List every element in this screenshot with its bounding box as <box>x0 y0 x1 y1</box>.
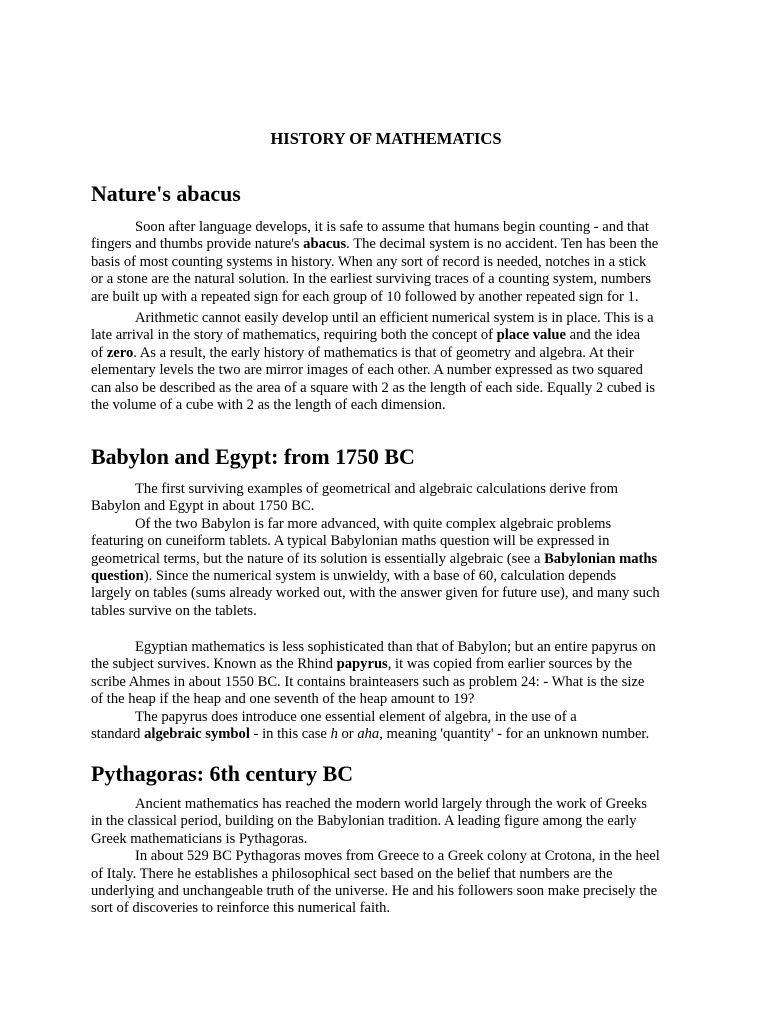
text-run: sort of discoveries to reinforce this numerical faith. <box>91 900 391 917</box>
text-line <box>91 656 681 673</box>
text-run: Soon after language develops, it is safe to assume that humans begin counting - and that <box>135 219 649 235</box>
text-run: In about 529 BC Pythagoras moves from Greece to a Greek colony at Crotona, in the heel <box>135 848 660 865</box>
text-run: - in this case <box>249 725 331 742</box>
text-line <box>91 289 681 306</box>
text-run: or a stone are the natural solution. In the earliest surviving traces of a counting system, numbers <box>91 271 652 288</box>
text-run: Egyptian mathematics is less sophisticated than that of Babylon; but an entire papyrus on <box>135 639 656 655</box>
text-line <box>91 271 681 288</box>
text-run: The papyrus does introduce one essential element of algebra, in the use of a <box>135 708 577 725</box>
text-run: of <box>91 344 107 361</box>
bold-term: question <box>91 567 144 584</box>
text-run: Greek mathematicians is Pythagoras. <box>91 830 308 847</box>
text-run: , it was copied from earlier sources by the <box>387 656 633 673</box>
italic-term: h <box>330 725 338 742</box>
text-run: the volume of a cube with 2 as the length of each dimension. <box>91 396 446 413</box>
paragraph <box>91 310 681 414</box>
bold-term: zero <box>106 344 134 361</box>
text-run: Babylon and Egypt in about 1750 BC. <box>91 498 315 515</box>
section-heading-pythagoras: Pythagoras: 6th century BC <box>91 761 354 786</box>
bold-term: abacus <box>303 236 347 253</box>
text-line <box>91 691 681 708</box>
paragraph <box>91 481 681 620</box>
text-line <box>91 397 681 414</box>
text-run: are built up with a repeated sign for each group of 10 followed by another repeated sign for 1. <box>91 288 639 305</box>
text-run: elementary levels the two are mirror images of each other. A number expressed as two squared <box>91 362 643 379</box>
text-line <box>91 380 681 397</box>
text-run: , meaning 'quantity' - for an unknown number. <box>379 725 650 742</box>
text-line <box>91 551 681 568</box>
text-run: and the idea <box>565 327 641 344</box>
text-run: featuring on cuneiform tablets. A typical Babylonian maths question will be expressed in <box>91 533 610 550</box>
text-line <box>91 236 681 253</box>
text-line <box>91 709 681 726</box>
paragraph <box>91 796 681 918</box>
text-line <box>91 726 681 743</box>
section-heading-natures-abacus: Nature's abacus <box>91 181 241 206</box>
text-line <box>91 866 681 883</box>
text-line <box>91 345 681 362</box>
text-run: of Italy. There he establishes a philosophical sect based on the belief that numbers are the <box>91 865 613 882</box>
text-run: standard <box>91 725 145 742</box>
bold-term: place value <box>496 327 566 344</box>
italic-term: aha <box>357 725 380 742</box>
text-run: basis of most counting systems in history. When any sort of record is needed, notches in a stick <box>91 253 647 270</box>
text-run: tables survive on the tablets. <box>91 602 257 619</box>
text-run: Of the two Babylon is far more advanced, with quite complex algebraic problems <box>135 515 612 532</box>
text-run: Arithmetic cannot easily develop until an efficient numerical system is in place. This is a <box>135 310 654 326</box>
text-line <box>91 603 681 620</box>
text-line <box>91 533 681 550</box>
text-line <box>91 900 681 917</box>
text-run: . As a result, the early history of mathematics is that of geometry and algebra. At their <box>133 344 634 361</box>
text-run: geometrical terms, but the nature of its solution is essentially algebraic (see a <box>91 550 545 567</box>
text-run: late arrival in the story of mathematics, requiring both the concept of <box>91 327 497 344</box>
text-run: can also be described as the area of a square with 2 as the length of each side. Equally 2 cubed is <box>91 379 656 396</box>
text-line <box>91 516 681 533</box>
text-line <box>91 327 681 344</box>
text-run: in the classical period, building on the Babylonian tradition. A leading figure among the early <box>91 813 637 830</box>
text-line <box>91 310 681 327</box>
text-line <box>91 883 681 900</box>
text-run: or <box>337 725 358 742</box>
text-run: ). Since the numerical system is unwieldy, with a base of 60, calculation depends <box>143 567 617 584</box>
text-line <box>91 639 681 656</box>
text-line <box>91 796 681 813</box>
text-run: The first surviving examples of geometrical and algebraic calculations derive from <box>135 481 619 497</box>
text-line <box>91 848 681 865</box>
text-run: of the heap if the heap and one seventh of the heap amount to 19? <box>91 691 475 708</box>
text-line <box>91 481 681 498</box>
text-run: . The decimal system is no accident. Ten has been the <box>346 236 659 253</box>
text-run: the subject survives. Known as the Rhind <box>91 656 337 673</box>
document-title: HISTORY OF MATHEMATICS <box>270 129 502 148</box>
text-line <box>91 362 681 379</box>
text-line <box>91 813 681 830</box>
text-run: largely on tables (sums already worked out, with the answer given for future use), and many such <box>91 585 660 602</box>
text-line <box>91 831 681 848</box>
bold-term: papyrus <box>336 656 388 673</box>
text-line <box>91 568 681 585</box>
paragraph <box>91 219 681 306</box>
bold-term: Babylonian maths <box>544 550 658 567</box>
bold-term: algebraic symbol <box>144 725 250 742</box>
text-run: Ancient mathematics has reached the modern world largely through the work of Greeks <box>135 796 647 812</box>
text-run: fingers and thumbs provide nature's <box>91 236 304 253</box>
text-line <box>91 219 681 236</box>
text-run: underlying and unchangeable truth of the universe. He and his followers soon make precisely the <box>91 882 658 899</box>
text-line <box>91 585 681 602</box>
section-heading-babylon-egypt: Babylon and Egypt: from 1750 BC <box>91 444 415 469</box>
text-line <box>91 254 681 271</box>
text-line <box>91 674 681 691</box>
text-run: scribe Ahmes in about 1550 BC. It contains brainteasers such as problem 24: - What is the size <box>91 673 645 690</box>
paragraph <box>91 639 681 743</box>
text-line <box>91 498 681 515</box>
